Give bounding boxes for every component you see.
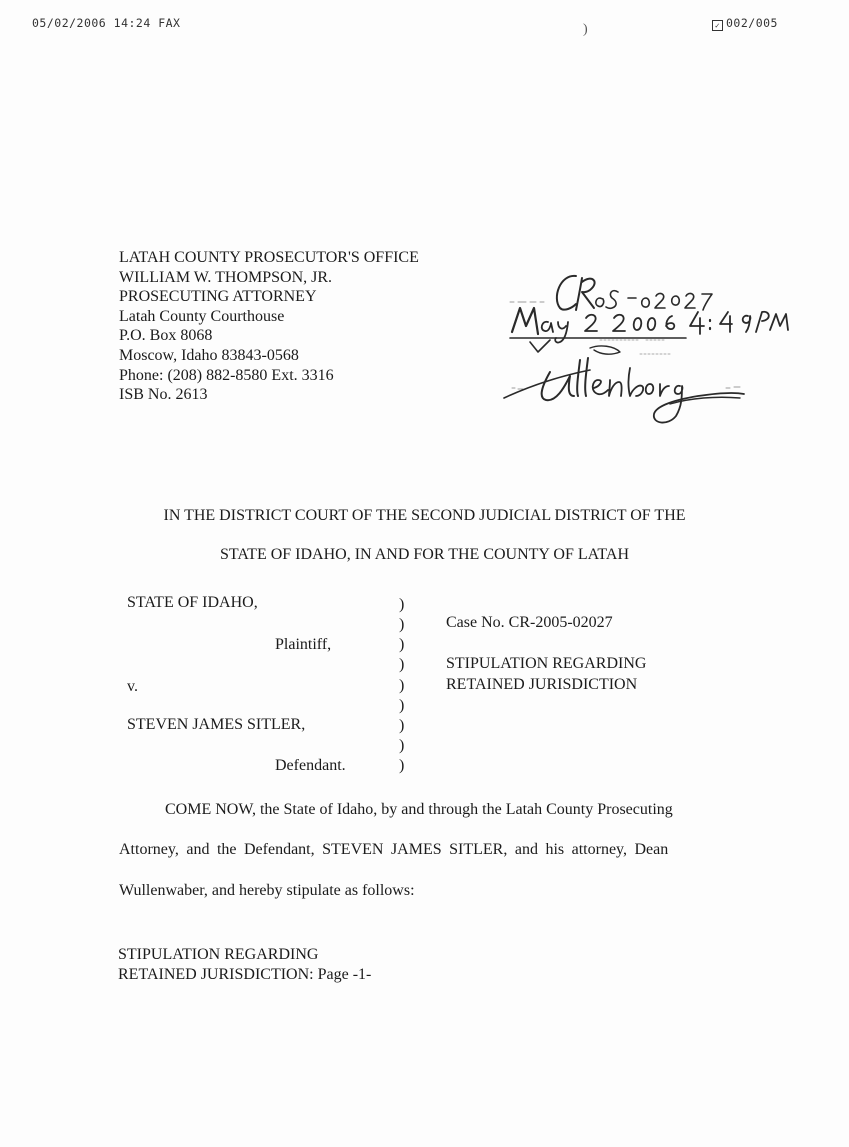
prosecutor-block (119, 248, 419, 405)
prosecutor-line: ISB No. 2613 (119, 386, 208, 404)
fax-header-right (712, 16, 778, 31)
caption-paren: ) (399, 697, 405, 714)
prosecutor-line: LATAH COUNTY PROSECUTOR'S OFFICE (119, 249, 419, 266)
defendant-name: STEVEN JAMES SITLER, (127, 716, 306, 733)
document-title-line-2: RETAINED JURISDICTION (446, 676, 638, 693)
body-line: Wullenwaber, and hereby stipulate as follows: (119, 882, 415, 899)
prosecutor-line: P.O. Box 8068 (119, 327, 213, 345)
case-number: Case No. CR-2005-02027 (446, 614, 613, 631)
caption-paren: ) (399, 596, 405, 613)
caption-paren: ) (399, 616, 405, 633)
prosecutor-line: WILLIAM W. THOMPSON, JR. (119, 268, 333, 286)
fax-page-icon: ✓ (712, 20, 723, 31)
body-line: COME NOW, the State of Idaho, by and through the Latah County Prosecuting (165, 801, 673, 818)
prosecutor-line: Moscow, Idaho 83843-0568 (119, 346, 299, 364)
document-title-line-1: STIPULATION REGARDING (446, 655, 647, 672)
prosecutor-line: Phone: (208) 882-8580 Ext. 3316 (119, 366, 334, 384)
court-title-line-2: STATE OF IDAHO, IN AND FOR THE COUNTY OF LATAH (220, 546, 629, 563)
filing-stamp (490, 268, 790, 438)
body-line: Attorney, and the Defendant, STEVEN JAMES SITLER, and his attorney, Dean (119, 841, 669, 858)
fax-header-left: 05/02/2006 14:24 FAX (32, 16, 181, 30)
caption-paren: ) (399, 717, 405, 734)
caption-paren: ) (399, 737, 405, 754)
versus: v. (127, 678, 138, 695)
caption-paren: ) (399, 757, 405, 774)
fax-page-count: 002/005 (726, 16, 778, 30)
caption-paren: ) (399, 636, 405, 653)
caption-paren: ) (399, 656, 405, 673)
caption-paren: ) (399, 677, 405, 694)
fax-stray-mark: ) (583, 22, 588, 37)
prosecutor-line: PROSECUTING ATTORNEY (119, 288, 317, 306)
plaintiff-name: STATE OF IDAHO, (127, 594, 258, 611)
footer-line-2: RETAINED JURISDICTION: Page -1- (118, 966, 372, 983)
prosecutor-line: Latah County Courthouse (119, 307, 285, 325)
footer-line-1: STIPULATION REGARDING (118, 946, 319, 963)
plaintiff-role: Plaintiff, (275, 636, 332, 653)
court-title-line-1: IN THE DISTRICT COURT OF THE SECOND JUDICIAL DISTRICT OF THE (163, 507, 686, 524)
defendant-role: Defendant. (275, 757, 346, 774)
